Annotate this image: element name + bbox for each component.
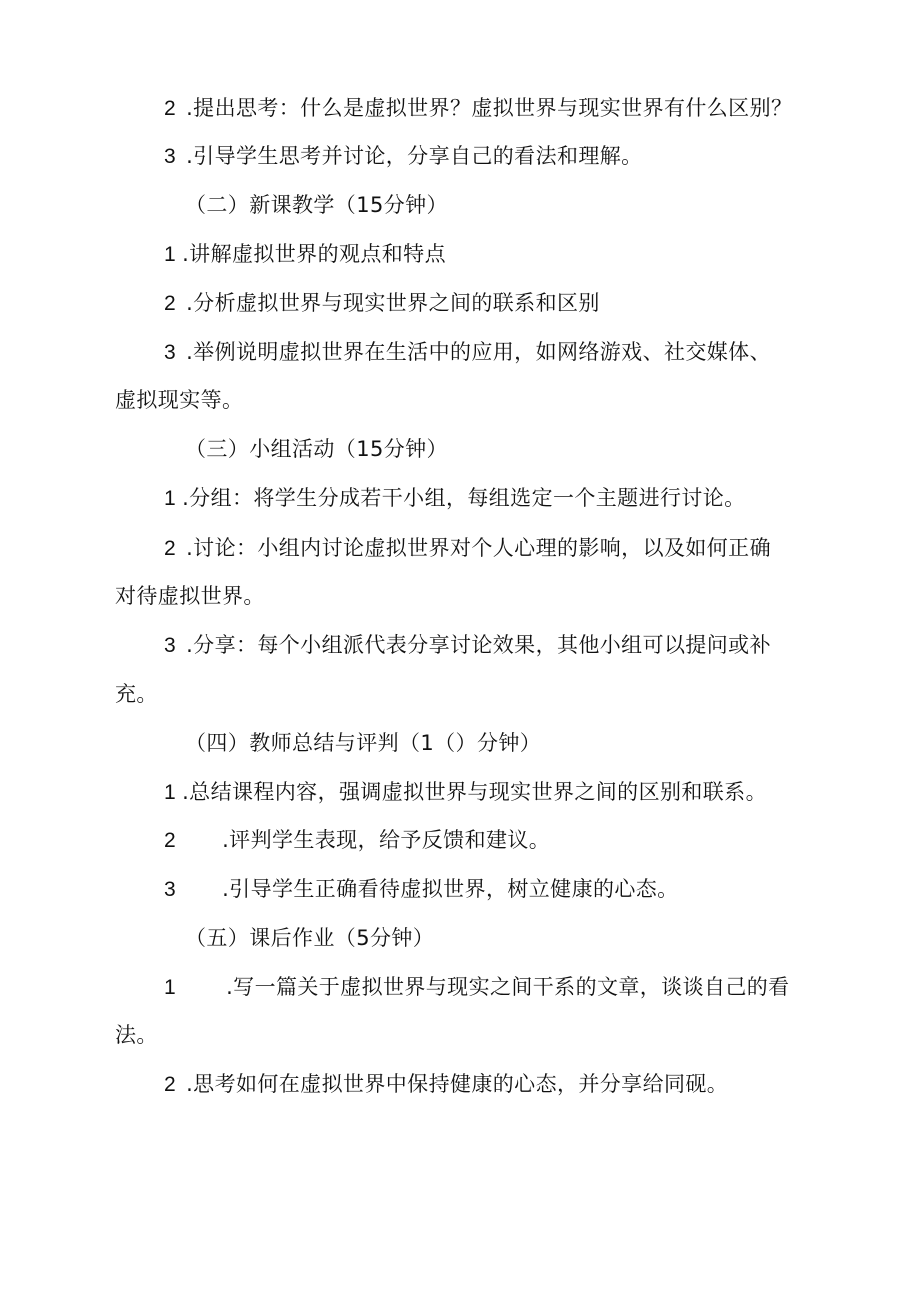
line-text: .讨论：小组内讨论虚拟世界对个人心理的影响，以及如何正确 [186,536,771,560]
item-number: 1 [164,243,177,266]
line-text: .引导学生正确看待虚拟世界，树立健康的心态。 [222,877,679,901]
section-heading-5 [185,923,434,953]
line-1 [164,93,792,124]
section-heading-text: （三）小组活动（15分钟） [185,437,448,461]
item-number: 2 [164,1073,177,1096]
line-text: .总结课程内容，强调虚拟世界与现实世界之间的区别和联系。 [182,780,767,804]
line-7 [115,385,243,415]
item-number: 3 [164,634,177,657]
line-19 [164,972,790,1003]
item-number: 2 [164,292,177,315]
item-number: 2 [164,97,177,120]
line-5 [164,288,600,319]
section-heading-text: （五）课后作业（5分钟） [185,926,435,950]
line-20 [115,1020,158,1050]
line-10 [164,533,771,564]
line-text: 对待虚拟世界。 [115,584,265,608]
line-text: .讲解虚拟世界的观点和特点 [182,242,446,266]
item-number: 1 [164,487,177,510]
line-text: .分析虚拟世界与现实世界之间的联系和区别 [186,291,600,315]
line-21 [164,1069,728,1100]
item-number: 3 [164,145,177,168]
line-text: .提出思考：什么是虚拟世界？虚拟世界与现实世界有什么区别？ [186,96,793,120]
line-text: .举例说明虚拟世界在生活中的应用，如网络游戏、社交媒体、 [186,340,771,364]
section-heading-3 [185,434,448,464]
line-15 [164,777,767,808]
line-text: 虚拟现实等。 [115,388,244,412]
item-number: 1 [164,976,177,999]
item-number: 1 [164,781,177,804]
line-text: .写一篇关于虚拟世界与现实之间干系的文章，谈谈自己的看 [226,975,790,999]
line-13 [115,679,158,709]
section-heading-4 [185,728,541,758]
item-number: 3 [164,878,177,901]
item-number: 3 [164,341,177,364]
line-2 [164,141,643,172]
section-heading-text: （四）教师总结与评判（1（）分钟） [185,731,542,755]
line-9 [164,483,746,514]
line-text: .评判学生表现，给予反馈和建议。 [222,828,551,852]
item-number: 2 [164,537,177,560]
line-text: 法。 [115,1023,158,1047]
line-text: .分享：每个小组派代表分享讨论效果，其他小组可以提问或补 [186,633,771,657]
line-6 [164,337,771,368]
line-text: .思考如何在虚拟世界中保持健康的心态，并分享给同砚。 [186,1072,729,1096]
line-text: .分组：将学生分成若干小组，每组选定一个主题进行讨论。 [182,486,746,510]
line-text: 充。 [115,682,158,706]
line-text: .引导学生思考并讨论，分享自己的看法和理解。 [186,144,643,168]
line-12 [164,630,771,661]
line-11 [115,581,265,611]
line-16 [164,825,550,856]
line-4 [164,239,446,270]
line-17 [164,874,679,905]
section-heading-2 [185,190,448,220]
item-number: 2 [164,829,177,852]
section-heading-text: （二）新课教学（15分钟） [185,193,448,217]
